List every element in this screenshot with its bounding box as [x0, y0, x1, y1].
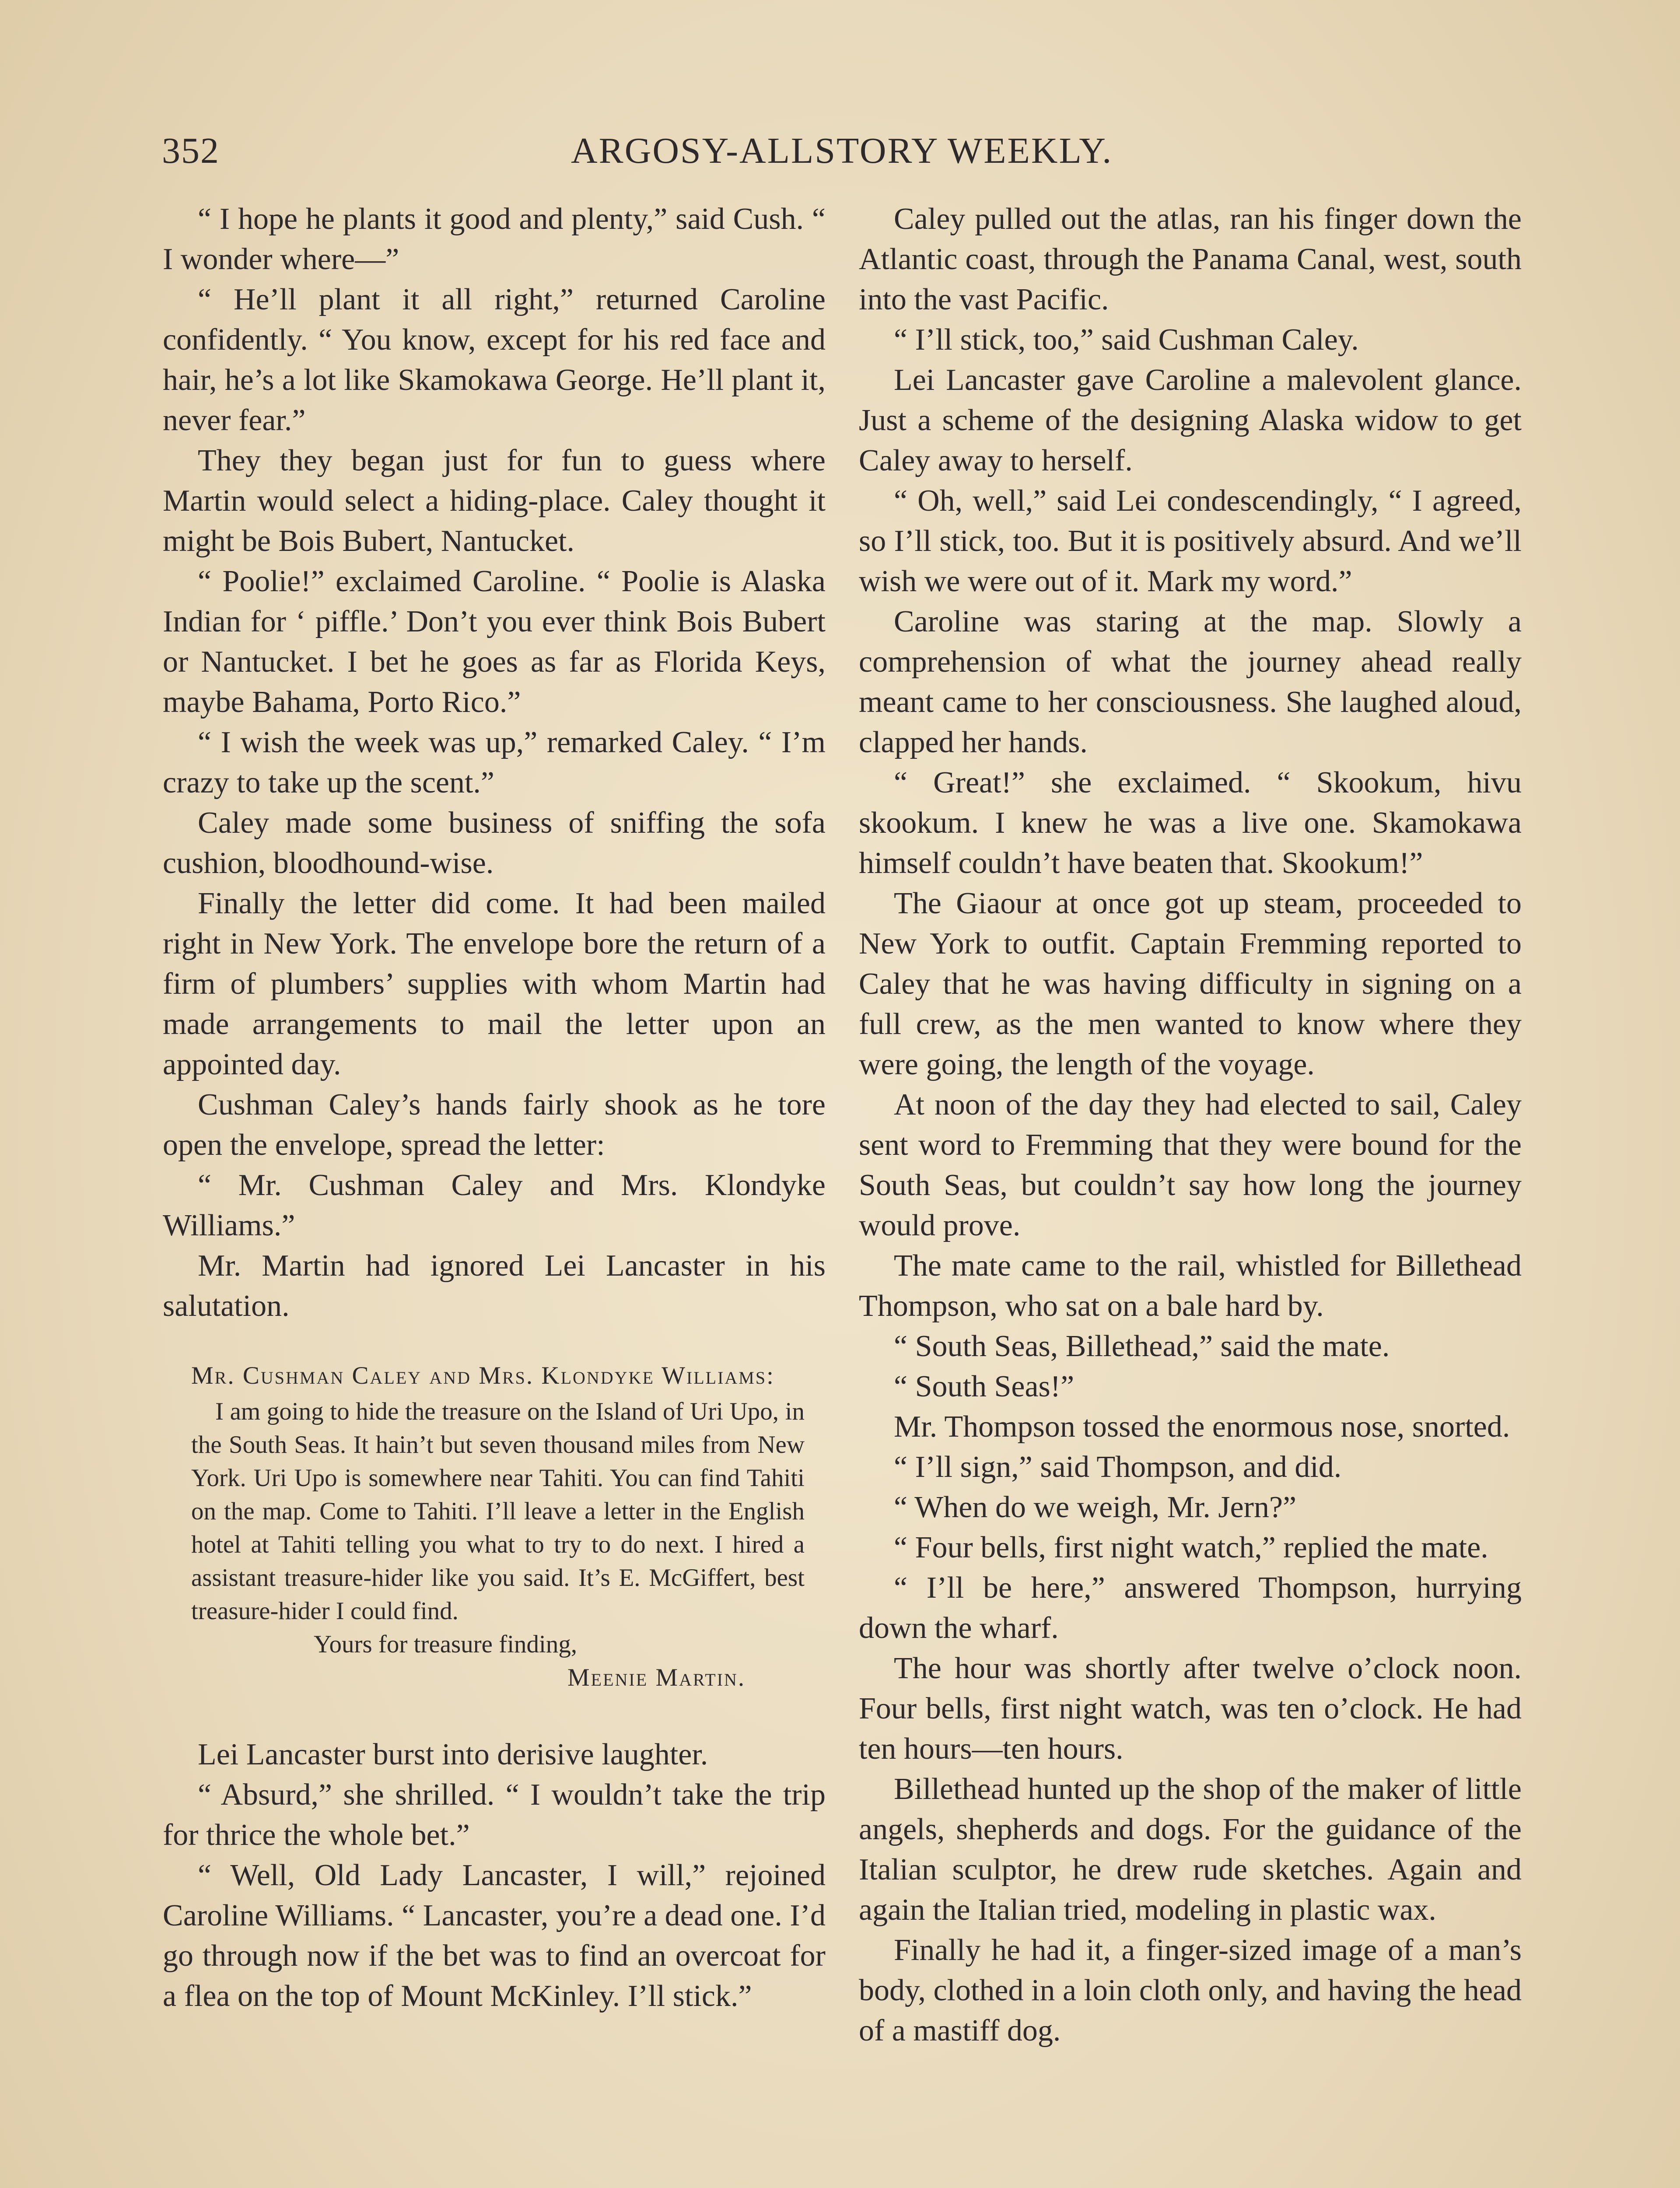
paragraph: Caley pulled out the atlas, ran his finger down the Atlantic coast, through the Panama Canal, west, south into the vast Pacific. [859, 202, 1522, 316]
running-header [162, 118, 1124, 184]
paragraph: At noon of the day they had elected to sail, Caley sent word to Fremming that they were bound for the South Seas, but couldn’t say how long the journey would prove. [859, 1088, 1522, 1242]
paragraph: “ South Seas!” [894, 1370, 1074, 1403]
left-column [163, 199, 826, 2016]
letter-body: I am going to hide the treasure on the Island of Uri Upo, in the South Seas. It hain’t but seven thousand miles from New York. Uri Upo is somewhere near Tahiti. You can find Tahiti on the map. Come to Tahiti. I’ll leave a letter in the English hotel at Tahiti telling you what to try to do next. I hired a assistant treasure-hider like you said. It’s E. McGiffert, best treasure-hider I could find. [191, 1398, 805, 1625]
letter-signature: Meenie Martin. [567, 1664, 746, 1691]
paragraph: “ When do we weigh, Mr. Jern?” [894, 1490, 1297, 1524]
paragraph: “ Well, Old Lady Lancaster, I will,” rejoined Caroline Williams. “ Lancaster, you’re a dead one. I’d go through now if the bet was to find an overcoat for a flea on the top of Mount McKinley. I’ll stick.” [163, 1858, 826, 2013]
paragraph: Billethead hunted up the shop of the maker of little angels, shepherds and dogs. For the guidance of the Italian sculptor, he drew rude sketches. Again and again the Italian tried, modeling in plastic wax. [859, 1772, 1522, 1927]
paragraph: “ Oh, well,” said Lei condescendingly, “ I agreed, so I’ll stick, too. But it is positively absurd. And we’ll wish we were out of it. Mark my word.” [859, 484, 1522, 598]
paragraph: Finally he had it, a finger-sized image of a man’s body, clothed in a loin cloth only, and having the head of a mastiff dog. [859, 1933, 1522, 2048]
letter-addressee: Mr. Cushman Caley and Mrs. Klondyke Williams: [191, 1362, 775, 1389]
paragraph: “ Great!” she exclaimed. “ Skookum, hivu skookum. I knew he was a live one. Skamokawa himself couldn’t have beaten that. Skookum!” [859, 766, 1522, 880]
paragraph: “ I’ll stick, too,” said Cushman Caley. [894, 323, 1359, 357]
page-number: 352 [162, 130, 220, 171]
paragraph: “ I hope he plants it good and plenty,” said Cush. “ I wonder where—” [163, 202, 826, 276]
paragraph: The Giaour at once got up steam, proceeded to New York to outfit. Captain Fremming reported to Caley that he was having difficulty in signing on a full crew, as the men wanted to know where they were going, the length of the voyage. [859, 887, 1522, 1081]
paragraph: Caley made some business of sniffing the sofa cushion, bloodhound-wise. [163, 806, 826, 880]
paragraph: Caroline was staring at the map. Slowly a comprehension of what the journey ahead really meant came to her consciousness. She laughed aloud, clapped her hands. [859, 605, 1522, 759]
paragraph: “ Mr. Cushman Caley and Mrs. Klondyke Williams.” [163, 1168, 826, 1242]
after-letter-text [163, 1735, 826, 2016]
journal-title: ARGOSY-ALLSTORY WEEKLY. [571, 130, 1113, 171]
paragraph: Mr. Thompson tossed the enormous nose, snorted. [894, 1410, 1510, 1444]
paragraph: “ Four bells, first night watch,” replied the mate. [894, 1531, 1488, 1564]
paragraph: The mate came to the rail, whistled for Billethead Thompson, who sat on a bale hard by. [859, 1249, 1522, 1323]
paragraph: “ I wish the week was up,” remarked Caley. “ I’m crazy to take up the scent.” [163, 726, 826, 799]
paragraph: “ Poolie!” exclaimed Caroline. “ Poolie is Alaska Indian for ‘ piffle.’ Don’t you ever think Bois Bubert or Nantucket. I bet he goes as far as Florida Keys, maybe Bahama, Porto Rico.” [163, 565, 826, 719]
paragraph: Finally the letter did come. It had been mailed right in New York. The envelope bore the return of a firm of plumbers’ supplies with whom Martin had made arrangements to mail the letter upon an appointed day. [163, 887, 826, 1081]
paragraph: Cushman Caley’s hands fairly shook as he tore open the envelope, spread the letter: [163, 1088, 826, 1162]
paragraph: “ I’ll be here,” answered Thompson, hurrying down the wharf. [859, 1571, 1522, 1645]
paragraph: They they began just for fun to guess where Martin would select a hiding-place. Caley thought it might be Bois Bubert, Nantucket. [163, 444, 826, 558]
paragraph: “ I’ll sign,” said Thompson, and did. [894, 1450, 1342, 1484]
paragraph: “ Absurd,” she shrilled. “ I wouldn’t take the trip for thrice the whole bet.” [163, 1778, 826, 1852]
paragraph: Mr. Martin had ignored Lei Lancaster in his salutation. [163, 1249, 826, 1323]
letter-excerpt [191, 1359, 805, 1694]
paragraph: The hour was shortly after twelve o’clock noon. Four bells, first night watch, was ten o’clock. He had ten hours—ten hours. [859, 1652, 1522, 1766]
paragraph: Lei Lancaster burst into derisive laughter. [198, 1738, 708, 1771]
paragraph: “ He’ll plant it all right,” returned Caroline confidently. “ You know, except for his red face and hair, he’s a lot like Skamokawa George. He’ll plant it, never fear.” [163, 283, 826, 437]
paragraph: Lei Lancaster gave Caroline a malevolent glance. Just a scheme of the designing Alaska widow to get Caley away to herself. [859, 363, 1522, 477]
paragraph: “ South Seas, Billethead,” said the mate. [894, 1329, 1390, 1363]
right-column [859, 199, 1522, 2051]
letter-closing: Yours for treasure finding, [314, 1630, 578, 1658]
